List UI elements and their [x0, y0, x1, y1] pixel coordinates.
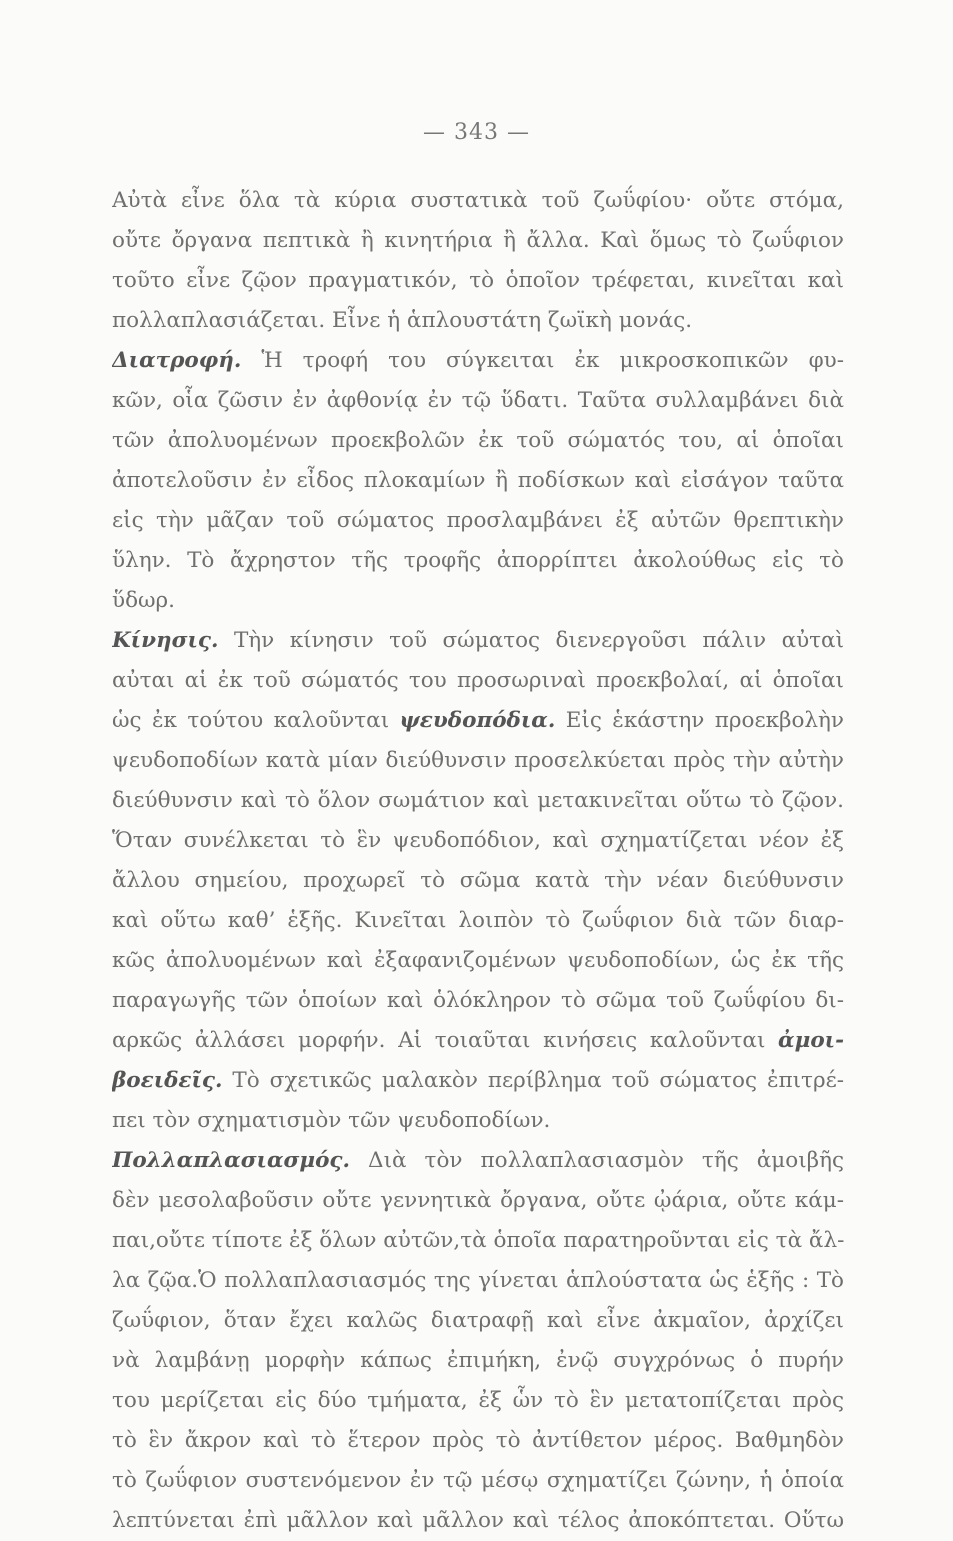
page-number: — 343 —: [423, 120, 530, 145]
text-segment: ψευδοποδίων κατὰ μίαν διεύθυνσιν προσελκύεται πρὸς τὴν αὐτὴν: [112, 748, 844, 773]
text-segment: κῶν, οἷα ζῶσιν ἐν ἀφθονίᾳ ἐν τῷ ὕδατι. Ταῦτα συλλαμβάνει διὰ: [112, 388, 844, 413]
text-segment: οὔτε ὄργανα πεπτικὰ ἢ κινητήρια ἢ ἄλλα. Καὶ ὅμως τὸ ζωΰφιον: [112, 228, 844, 253]
text-line: [112, 221, 844, 261]
text-segment: λα ζῷα.Ὁ πολλαπλασιασμός της γίνεται ἁπλούστατα ὡς ἑξῆς : Τὸ: [112, 1268, 844, 1293]
text-segment: ἀποτελοῦσιν ἐν εἶδος πλοκαμίων ἢ ποδίσκων καὶ εἰσάγον ταῦτα: [112, 468, 844, 493]
text-line: [112, 1381, 844, 1421]
text-segment: Τὸ σχετικῶς μαλακὸν περίβλημα τοῦ σώματος ἐπιτρέ-: [222, 1068, 844, 1093]
text-segment: πολλαπλασιάζεται. Εἶνε ἡ ἁπλουστάτη ζωϊκὴ μονάς.: [112, 308, 693, 333]
text-line: [112, 1221, 844, 1261]
text-segment: ἄλλου σημείου, προχωρεῖ τὸ σῶμα κατὰ τὴν νέαν διεύθυνσιν: [112, 868, 844, 893]
text-line: [112, 1061, 844, 1101]
text-line: [112, 901, 844, 941]
text-segment: τὸ ζωΰφιον συστενόμενον ἐν τῷ μέσῳ σχηματίζει ζώνην, ἡ ὁποία: [112, 1468, 844, 1493]
text-segment: εἰς τὴν μᾶζαν τοῦ σώματος προσλαμβάνει ἐξ αὐτῶν θρεπτικὴν: [112, 508, 844, 533]
text-line: [112, 1421, 844, 1461]
emphasized-term: ἀμοι-: [778, 1028, 844, 1053]
text-line: [112, 1141, 844, 1181]
text-segment: πει τὸν σχηματισμὸν τῶν ψευδοποδίων.: [112, 1108, 551, 1133]
text-line: [112, 261, 844, 301]
emphasized-term: βοειδεῖς.: [112, 1068, 223, 1093]
text-line: [112, 1341, 844, 1381]
text-segment: ὡς ἐκ τούτου καλοῦνται: [112, 708, 400, 733]
text-line: [112, 581, 844, 621]
text-line: [112, 621, 844, 661]
emphasized-term: Διατροφή.: [112, 348, 242, 373]
text-line: [112, 1101, 844, 1141]
text-segment: δὲν μεσολαβοῦσιν οὔτε γεννητικὰ ὄργανα, οὔτε ᾠάρια, οὔτε κάμ-: [112, 1188, 844, 1213]
text-segment: του μερίζεται εἰς δύο τμήματα, ἐξ ὧν τὸ ἓν μετατοπίζεται πρὸς: [112, 1388, 844, 1413]
text-segment: ὕδωρ.: [112, 588, 176, 613]
text-segment: διεύθυνσιν καὶ τὸ ὅλον σωμάτιον καὶ μετακινεῖται οὕτω τὸ ζῷον.: [112, 788, 844, 813]
text-segment: παι,οὔτε τίποτε ἐξ ὅλων αὐτῶν,τὰ ὁποῖα παρατηροῦνται εἰς τὰ ἄλ-: [112, 1228, 844, 1253]
text-segment: Διὰ τὸν πολλαπλασιασμὸν τῆς ἀμοιβῆς: [350, 1148, 844, 1173]
text-segment: νὰ λαμβάνῃ μορφὴν κάπως ἐπιμήκη, ἐνῷ συγχρόνως ὁ πυρήν: [112, 1348, 844, 1373]
text-line: [112, 1301, 844, 1341]
text-line: [112, 861, 844, 901]
text-segment: τοῦτο εἶνε ζῷον πραγματικόν, τὸ ὁποῖον τρέφεται, κινεῖται καὶ: [112, 268, 844, 293]
text-segment: λεπτύνεται ἐπὶ μᾶλλον καὶ μᾶλλον καὶ τέλος ἀποκόπτεται. Οὕτω: [112, 1508, 844, 1533]
text-segment: Εἰς ἑκάστην προεκβολὴν: [555, 708, 844, 733]
text-segment: παραγωγῆς τῶν ὁποίων καὶ ὁλόκληρον τὸ σῶμα τοῦ ζωΰφίου δι-: [112, 988, 844, 1013]
text-line: [112, 941, 844, 981]
text-line: [112, 661, 844, 701]
text-line: [112, 421, 844, 461]
text-line: [112, 1261, 844, 1301]
text-segment: κῶς ἀπολυομένων καὶ ἐξαφανιζομένων ψευδοποδίων, ὡς ἐκ τῆς: [112, 948, 844, 973]
text-line: [112, 541, 844, 581]
emphasized-term: Πολλαπλασιασμός.: [112, 1148, 351, 1173]
text-line: [112, 381, 844, 421]
text-line: [112, 501, 844, 541]
text-segment: καὶ οὕτω καθ’ ἑξῆς. Κινεῖται λοιπὸν τὸ ζωΰφιον διὰ τῶν διαρ-: [112, 908, 844, 933]
text-segment: αρκῶς ἀλλάσει μορφήν. Αἱ τοιαῦται κινήσεις καλοῦνται: [112, 1028, 779, 1053]
text-line: [112, 821, 844, 861]
text-line: [112, 341, 844, 381]
body-text: [112, 181, 844, 1541]
text-line: [112, 1501, 844, 1541]
text-line: [112, 781, 844, 821]
text-line: [112, 1181, 844, 1221]
emphasized-term: ψευδοπόδια.: [399, 708, 556, 733]
text-line: [112, 701, 844, 741]
text-line: [112, 461, 844, 501]
text-line: [112, 1461, 844, 1501]
text-segment: Τὴν κίνησιν τοῦ σώματος διενεργοῦσι πάλιν αὐταὶ: [218, 628, 844, 653]
text-segment: Αὐτὰ εἶνε ὅλα τὰ κύρια συστατικὰ τοῦ ζωΰφίου· οὔτε στόμα,: [112, 188, 844, 213]
text-line: [112, 181, 844, 221]
text-line: [112, 301, 844, 341]
text-line: [112, 741, 844, 781]
text-segment: ὕλην. Τὸ ἄχρηστον τῆς τροφῆς ἀπορρίπτει ἀκολούθως εἰς τὸ: [112, 548, 844, 573]
text-segment: αὐται αἱ ἐκ τοῦ σώματός του προσωριναὶ προεκβολαί, αἱ ὁποῖαι: [112, 668, 844, 693]
text-line: [112, 1021, 844, 1061]
text-segment: Ἡ τροφή του σύγκειται ἐκ μικροσκοπικῶν φυ-: [241, 348, 844, 373]
emphasized-term: Κίνησις.: [112, 628, 219, 653]
text-segment: τῶν ἀπολυομένων προεκβολῶν ἐκ τοῦ σώματός του, αἱ ὁποῖαι: [112, 428, 844, 453]
text-segment: Ὅταν συνέλκεται τὸ ἓν ψευδοπόδιον, καὶ σχηματίζεται νέον ἐξ: [112, 828, 844, 853]
text-segment: ζωΰφιον, ὅταν ἔχει καλῶς διατραφῇ καὶ εἶνε ἀκμαῖον, ἀρχίζει: [112, 1308, 844, 1333]
text-line: [112, 981, 844, 1021]
text-segment: τὸ ἓν ἄκρον καὶ τὸ ἕτερον πρὸς τὸ ἀντίθετον μέρος. Βαθμηδὸν: [112, 1428, 844, 1453]
